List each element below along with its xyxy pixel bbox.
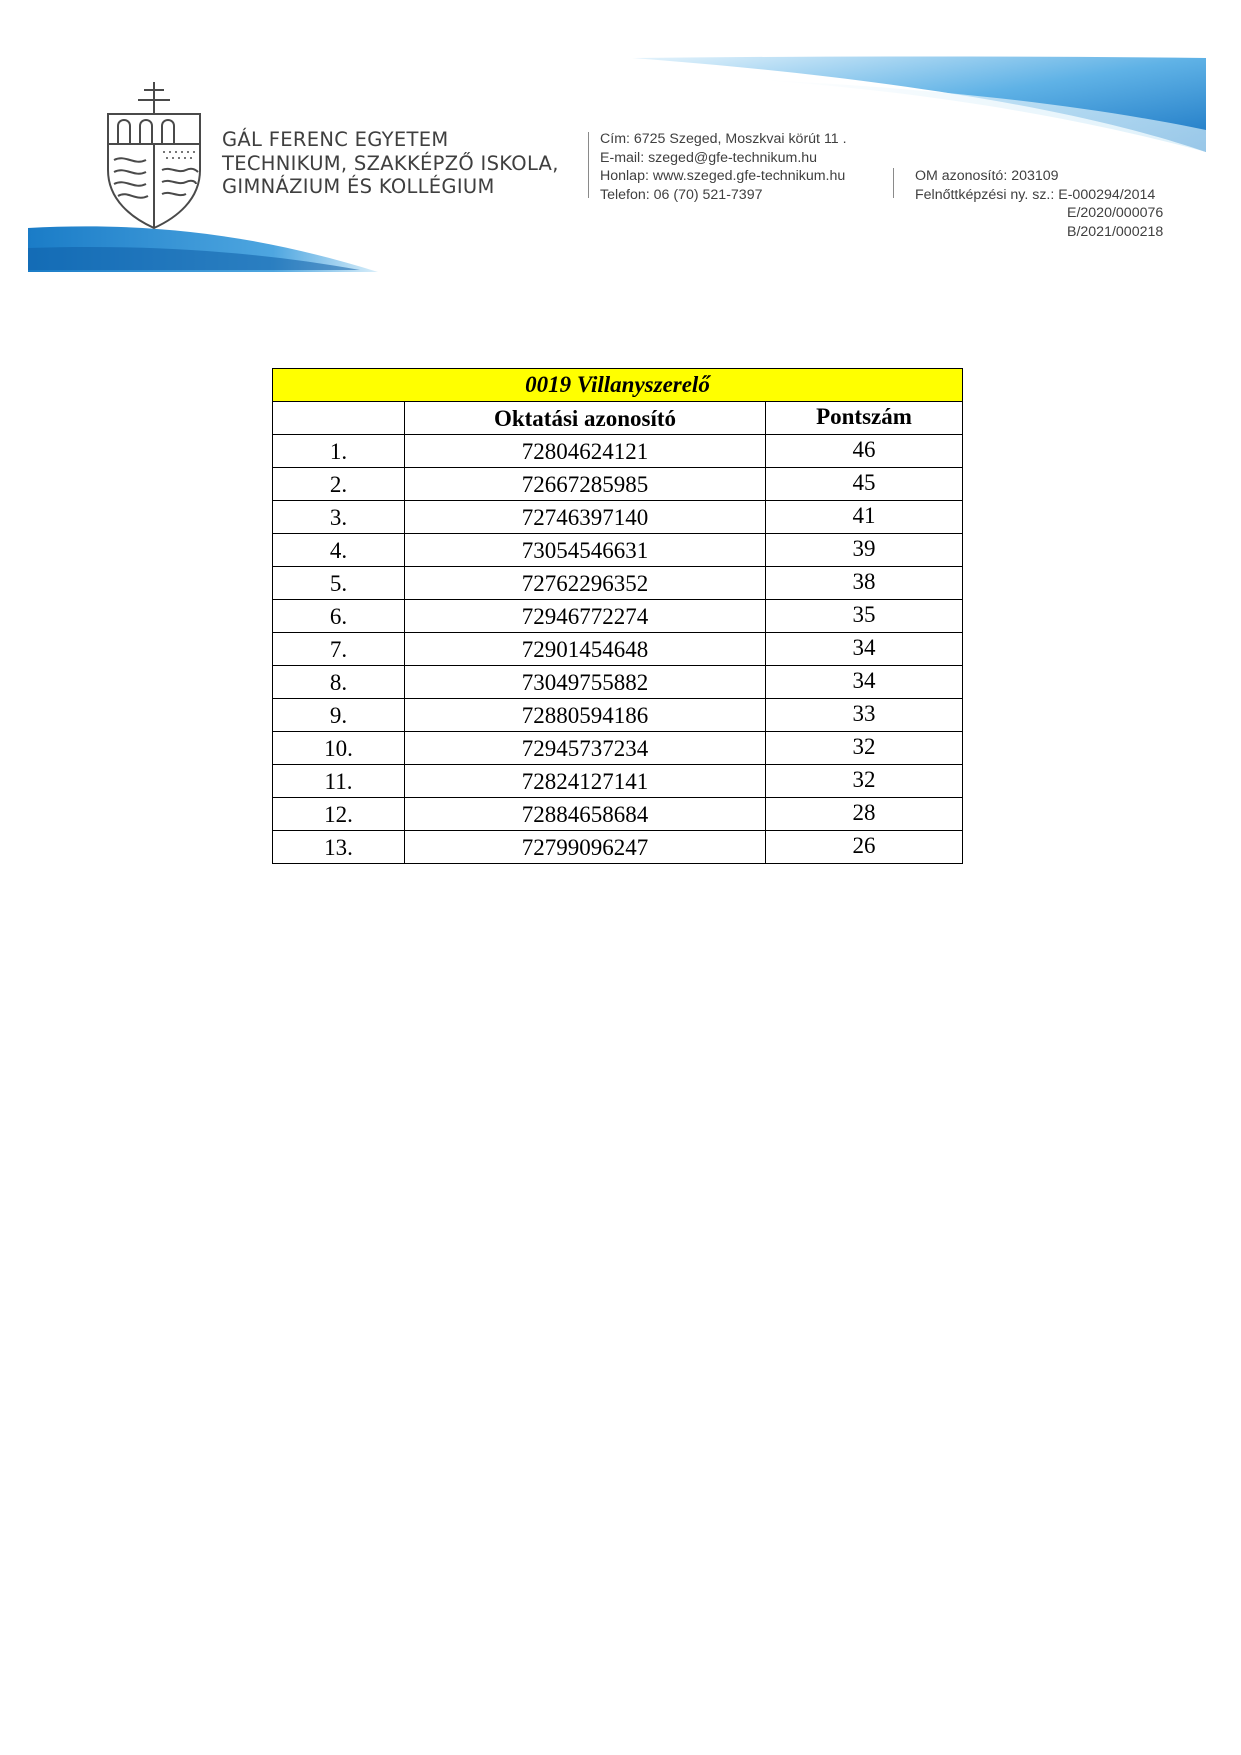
school-name: [222, 128, 559, 199]
cell-id: 72804624121: [405, 435, 766, 468]
cell-rank: 10.: [273, 732, 405, 765]
contact-website[interactable]: Honlap: www.szeged.gfe-technikum.hu: [600, 168, 846, 184]
cell-rank: 12.: [273, 798, 405, 831]
cell-points: 46: [766, 435, 963, 468]
table-row: [273, 534, 963, 567]
table-row: [273, 699, 963, 732]
table-row: [273, 831, 963, 864]
cell-id: 72945737234: [405, 732, 766, 765]
contact-address: Cím: 6725 Szeged, Moszkvai körút 11 .: [600, 131, 847, 147]
cell-id: 72901454648: [405, 633, 766, 666]
table-header-row: [273, 402, 963, 435]
cell-id: 73054546631: [405, 534, 766, 567]
results-table: [272, 368, 963, 864]
table-row: [273, 567, 963, 600]
table-row: [273, 633, 963, 666]
table-row: [273, 501, 963, 534]
header-divider-2: [893, 168, 894, 198]
adult-ed-reg-line-2: E/2020/000076: [1067, 205, 1164, 221]
table-row: [273, 798, 963, 831]
cell-points: 35: [766, 600, 963, 633]
cell-rank: 5.: [273, 567, 405, 600]
table-row: [273, 666, 963, 699]
column-header-points: Pontszám: [766, 402, 963, 435]
cell-points: 45: [766, 468, 963, 501]
cell-rank: 6.: [273, 600, 405, 633]
cell-points: 34: [766, 633, 963, 666]
cell-rank: 3.: [273, 501, 405, 534]
table-row: [273, 435, 963, 468]
om-id: OM azonosító: 203109: [915, 168, 1059, 184]
cell-rank: 1.: [273, 435, 405, 468]
column-header-rank: [273, 402, 405, 435]
registration-info: [915, 167, 1163, 241]
table-row: [273, 765, 963, 798]
cell-rank: 4.: [273, 534, 405, 567]
cell-points: 33: [766, 699, 963, 732]
cell-rank: 9.: [273, 699, 405, 732]
table-row: [273, 468, 963, 501]
cell-rank: 13.: [273, 831, 405, 864]
cell-id: 72799096247: [405, 831, 766, 864]
cell-id: 72946772274: [405, 600, 766, 633]
contact-phone: Telefon: 06 (70) 521-7397: [600, 186, 763, 203]
cell-id: 72746397140: [405, 501, 766, 534]
cell-rank: 7.: [273, 633, 405, 666]
school-crest-logo: [104, 82, 204, 232]
cell-id: 72762296352: [405, 567, 766, 600]
school-name-line-2: TECHNIKUM, SZAKKÉPZŐ ISKOLA,: [222, 151, 559, 175]
cell-points: 39: [766, 534, 963, 567]
contact-info: [600, 130, 847, 204]
contact-email[interactable]: E-mail: szeged@gfe-technikum.hu: [600, 149, 818, 166]
cell-id: 72884658684: [405, 798, 766, 831]
table-title: 0019 Villanyszerelő: [273, 369, 963, 402]
table-row: [273, 732, 963, 765]
cell-id: 72824127141: [405, 765, 766, 798]
table-title-row: [273, 369, 963, 402]
cell-points: 26: [766, 831, 963, 864]
cell-points: 32: [766, 732, 963, 765]
school-name-line-1: GÁL FERENC EGYETEM: [222, 128, 449, 151]
cell-points: 28: [766, 798, 963, 831]
school-name-line-3: GIMNÁZIUM ÉS KOLLÉGIUM: [222, 175, 495, 198]
adult-ed-reg-line-3: B/2021/000218: [1067, 223, 1164, 240]
column-header-id: Oktatási azonosító: [405, 402, 766, 435]
header-divider-1: [588, 132, 589, 198]
cell-id: 73049755882: [405, 666, 766, 699]
cell-rank: 11.: [273, 765, 405, 798]
cell-points: 32: [766, 765, 963, 798]
cell-points: 41: [766, 501, 963, 534]
cell-points: 38: [766, 567, 963, 600]
cell-rank: 2.: [273, 468, 405, 501]
cell-id: 72880594186: [405, 699, 766, 732]
cell-points: 34: [766, 666, 963, 699]
cell-rank: 8.: [273, 666, 405, 699]
adult-ed-reg: Felnőttképzési ny. sz.: E-000294/2014: [915, 186, 1156, 203]
cell-id: 72667285985: [405, 468, 766, 501]
table-row: [273, 600, 963, 633]
